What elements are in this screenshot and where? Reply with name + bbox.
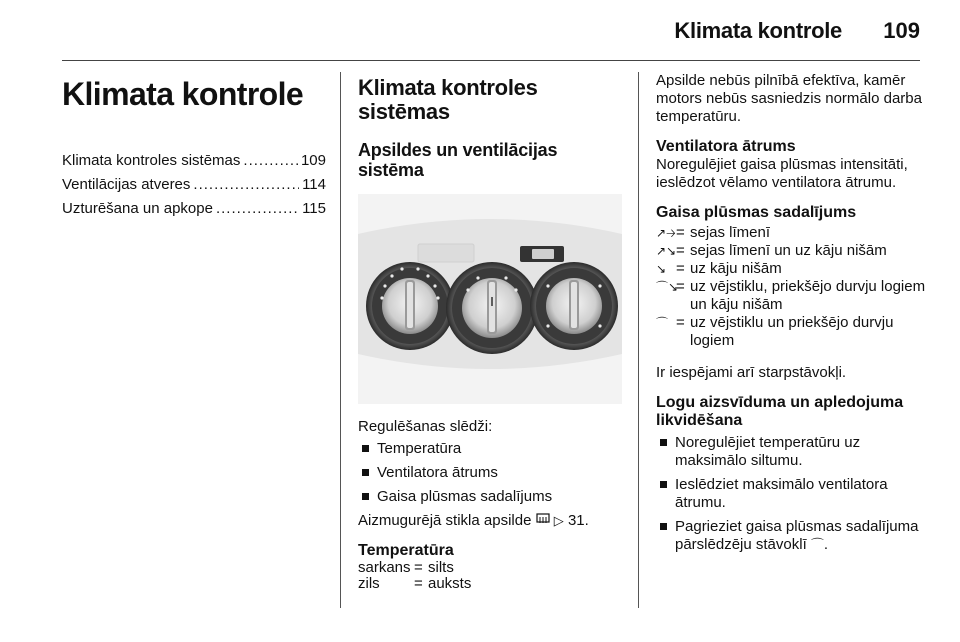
control-panel-illustration — [358, 194, 622, 404]
temperature-knob — [366, 262, 454, 350]
subsection-title: Apsildes un ventilācijas sistēma — [358, 140, 558, 180]
section-title: Klimata kontroles sistēmas — [358, 75, 538, 124]
column-divider — [638, 72, 639, 608]
defog-title: Logu aizsvīduma un apledojuma likvidēšana — [656, 394, 904, 429]
equals-sign: = — [676, 242, 685, 259]
page-header — [0, 0, 960, 60]
warmup-note: Apsilde nebūs pilnībā efektīva, kamēr motors nebūs sasniedzis normālo darba temperatūru. — [656, 72, 922, 125]
controls-intro: Regulēšanas slēdži: — [358, 418, 493, 435]
toc-page: 109 — [300, 152, 326, 169]
rear-heater-label: Aizmugurējā stikla apsilde — [358, 512, 532, 529]
temperature-value: auksts — [428, 575, 472, 592]
air-distribution-knob — [530, 262, 618, 350]
column-divider — [340, 72, 341, 608]
middle-column — [358, 72, 622, 592]
distribution-row — [656, 224, 926, 242]
list-item-text: Gaisa plūsmas sadalījums — [377, 488, 553, 505]
list-item-text: Pagrieziet gaisa plūsmas sadalījuma pārslēdzēju stāvoklī ⌒. — [675, 518, 919, 553]
toc-page: 115 — [302, 200, 326, 217]
list-item — [358, 488, 622, 506]
temperature-row — [358, 576, 622, 592]
distribution-text: sejas līmenī un uz kāju nišām — [690, 242, 887, 259]
toc-leader — [216, 197, 299, 221]
distribution-row — [656, 278, 926, 314]
equals-sign: = — [676, 260, 685, 277]
distribution-text: uz kāju nišām — [690, 260, 782, 277]
header-rule — [62, 60, 920, 61]
left-column — [62, 72, 326, 221]
control-panel-figure — [358, 194, 622, 404]
fan-speed-knob — [446, 262, 538, 354]
toc-leader — [193, 173, 299, 197]
equals-sign: = — [414, 559, 423, 576]
distribution-text: sejas līmenī — [690, 224, 771, 241]
list-item-text: Ventilatora ātrums — [377, 464, 498, 481]
right-column — [656, 72, 926, 560]
toc-leader — [243, 149, 298, 173]
defog-steps — [656, 434, 926, 554]
temperature-row — [358, 560, 622, 576]
air-distribution-list — [656, 224, 926, 350]
equals-sign: = — [414, 575, 423, 592]
list-item — [656, 434, 926, 470]
toc-label: Ventilācijas atveres — [62, 176, 191, 193]
toc-page: 114 — [302, 176, 326, 193]
windscreen-vent-icon: ⌒ — [656, 316, 669, 330]
running-header-title: Klimata kontrole — [674, 18, 842, 43]
bullet-square-icon — [362, 469, 369, 476]
toc-entry[interactable] — [62, 173, 326, 197]
list-item-text: Noregulējiet temperatūru uz maksimālo siltumu. — [675, 434, 861, 469]
distribution-text: uz vējstiklu, priekšējo durvju logiem un kāju nišām — [690, 278, 926, 313]
controls-list — [358, 440, 622, 506]
toc-entry[interactable] — [62, 197, 326, 221]
bullet-square-icon — [660, 439, 667, 446]
list-item-text: Ieslēdziet maksimālo ventilatora ātrumu. — [675, 476, 888, 511]
fan-speed-text: Noregulējiet gaisa plūsmas intensitāti, ieslēdzot vēlamo ventilatora ātrumu. — [656, 156, 908, 191]
distribution-row — [656, 314, 926, 350]
temperature-key: sarkans — [358, 559, 411, 576]
face-foot-vent-icon: ↗↘ — [656, 244, 677, 258]
distribution-row — [656, 260, 926, 278]
temperature-key: zils — [358, 575, 380, 592]
temperature-title: Temperatūra — [358, 542, 454, 559]
toc-label: Uzturēšana un apkope — [62, 200, 213, 217]
page-number: 109 — [883, 18, 920, 43]
list-item — [358, 440, 622, 458]
list-item — [358, 464, 622, 482]
equals-sign: = — [676, 314, 685, 331]
windscreen-vent-icon: ⌒ — [810, 537, 824, 552]
bullet-square-icon — [660, 523, 667, 530]
toc-entry[interactable] — [62, 149, 326, 173]
intermediate-note: Ir iespējami arī starpstāvokļi. — [656, 364, 847, 381]
list-item — [656, 476, 926, 512]
toc-label: Klimata kontroles sistēmas — [62, 152, 241, 169]
rear-window-heater-reference — [358, 512, 622, 530]
right-triangle-icon: ▷ — [553, 513, 564, 528]
list-item — [656, 518, 926, 554]
air-distribution-title: Gaisa plūsmas sadalījums — [656, 204, 857, 221]
face-vent-icon: ↗🡢 — [656, 226, 676, 240]
chapter-title: Klimata kontrole — [62, 76, 304, 112]
windscreen-foot-vent-icon: ⌒↘ — [656, 280, 679, 294]
bullet-square-icon — [362, 445, 369, 452]
distribution-text: uz vējstiklu un priekšējo durvju logiem — [690, 314, 894, 349]
rear-window-heater-icon — [536, 512, 550, 530]
fan-speed-title: Ventilatora ātrums — [656, 138, 796, 155]
list-item-text: Temperatūra — [377, 440, 462, 457]
defog-last-text: Pagrieziet gaisa plūsmas sadalījuma pārslēdzēju stāvoklī — [675, 518, 919, 553]
temperature-value: silts — [428, 559, 454, 576]
page-reference[interactable]: 31. — [567, 512, 589, 529]
equals-sign: = — [676, 224, 685, 241]
bullet-square-icon — [362, 493, 369, 500]
table-of-contents — [62, 149, 326, 221]
bullet-square-icon — [660, 481, 667, 488]
foot-vent-icon: ↘ — [656, 262, 667, 276]
equals-sign: = — [676, 278, 685, 295]
distribution-row — [656, 242, 926, 260]
